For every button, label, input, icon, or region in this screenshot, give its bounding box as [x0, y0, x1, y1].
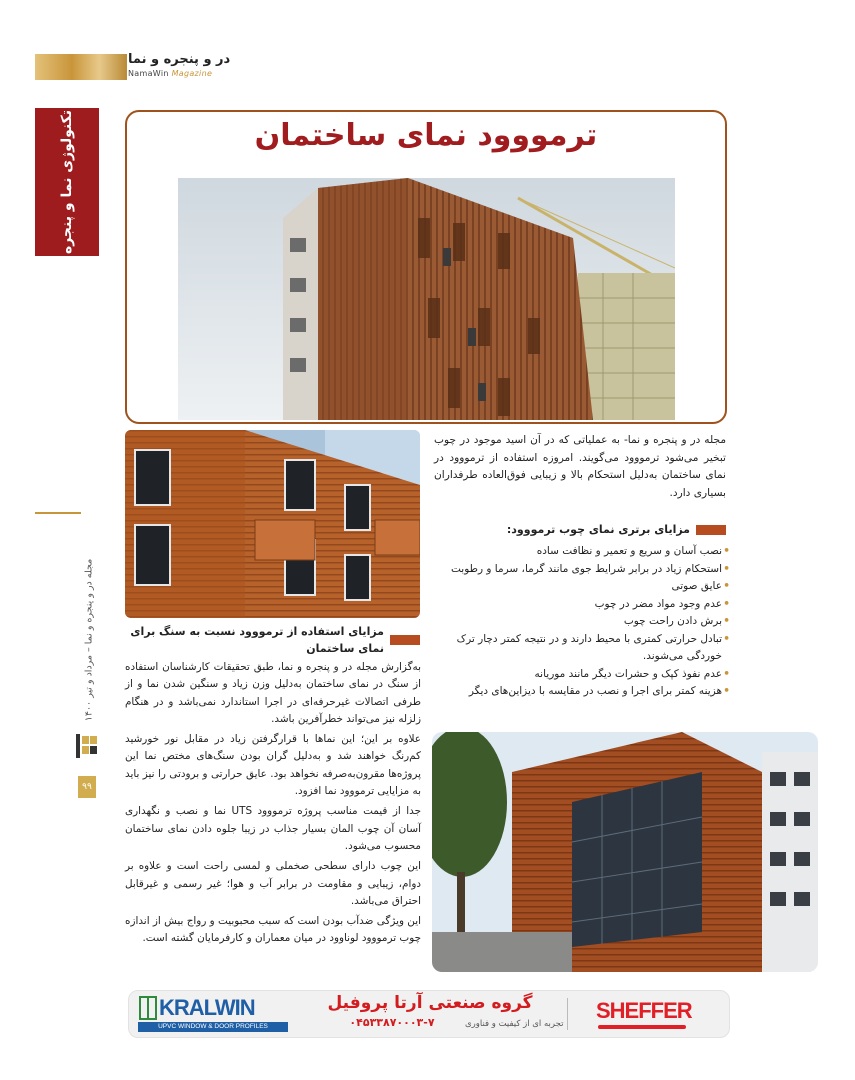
- margin-divider: [35, 512, 81, 514]
- section-marker: [390, 635, 420, 645]
- stone-section-body: [125, 659, 421, 951]
- kralwin-tagline: UPVC WINDOW & DOOR PROFILES: [138, 1022, 288, 1032]
- advantages-list: [434, 543, 730, 701]
- section-side-tab-label: تکنولوژی نما و پنجره: [59, 109, 75, 255]
- main-building-photo: [178, 178, 675, 420]
- header-gold-bar: [35, 54, 127, 80]
- sheffer-logo: SHEFFER: [596, 998, 692, 1023]
- wood-facade-photo: [125, 430, 420, 618]
- list-item: • عدم وجود مواد مضر در چوب: [434, 596, 730, 614]
- page-title: ترمووود نمای ساختمان: [254, 118, 598, 153]
- paragraph: علاوه بر این؛ این نماها با قرارگرفتن زیاد در مقابل نور خورشید کم‌رنگ خواهند شد و به‌دلیل گران بودن سنگ‌های مختص نما این پروژه‌ها مقرون‌به‌صرفه نخواهد بود. عایق حرارتی و برودتی را نیز باید به مزایایی ترمووود نما افزود.: [125, 733, 421, 798]
- sheffer-swoosh: [598, 1025, 686, 1029]
- list-item: • استحکام زیاد در برابر شرایط جوی مانند گرما، سرما و رطوبت: [434, 561, 730, 579]
- modern-building-photo: [432, 732, 818, 972]
- stone-heading: مزایای استفاده از ترمووود نسبت به سنگ برای نمای ساختمان: [130, 625, 384, 655]
- ad-company-name: گروه صنعتی آرتا پروفیل: [327, 993, 533, 1013]
- magazine-logo: در و پنجره و نما: [128, 52, 231, 67]
- paragraph: این ویژگی ضدآب بودن است که سبب محبوبیت و رواج بیش از اندازه چوب ترمووود لوناوود در میان معماران و کارفرمایان گشته است.: [125, 915, 421, 945]
- paragraph: به‌گزارش مجله در و پنجره و نما، طبق تحقیقات کارشناسان استفاده از سنگ در نمای ساختمان به‌دلیل وزن زیاد و سنگین شدن نما و از طرفی اتصالات غیرحرفه‌ای در اجرا استاندارد نمی‌باشد و در هنگام زلزله نیز می‌تواند خطرآفرین باشد.: [125, 661, 421, 725]
- logo-sub-magazine: Magazine: [171, 69, 213, 78]
- window-icon: [76, 732, 98, 760]
- list-item: • عدم نفوذ کپک و حشرات دیگر مانند موریانه: [434, 666, 730, 684]
- ad-divider: [567, 998, 568, 1030]
- issue-info: مجله در و پنجره و نما – مرداد و تیر ۱۴۰۰: [83, 558, 95, 722]
- intro-paragraph: مجله در و پنجره و نما- به عملیاتی که در آن اسید موجود در چوب تبخیر می‌شود ترمووود می‌گویند. امروزه استفاده از ترمووود در نمای ساختمان به‌دلیل استحکام بالا و زیبایی فوق‌العاده طرفداران بسیاری دارد.: [434, 434, 726, 500]
- kralwin-window-icon: [139, 996, 157, 1020]
- advantages-heading: مزایای برتری نمای چوب ترمووود:: [506, 523, 690, 536]
- logo-sub-name: NamaWin: [128, 69, 169, 78]
- ad-phone: ۰۴۵۳۳۸۷۰۰۰۳-۷: [349, 1016, 435, 1029]
- magazine-logo-subtitle: [128, 69, 212, 78]
- list-item: • نصب آسان و سریع و تعمیر و نظافت ساده: [434, 543, 730, 561]
- section-marker: [696, 525, 726, 535]
- kralwin-logo: KRALWIN: [159, 995, 255, 1020]
- page-number: ۹۹: [78, 776, 96, 798]
- stone-heading-row: [125, 623, 420, 657]
- list-item: • برش دادن راحت چوب: [434, 613, 730, 631]
- paragraph: این چوب دارای سطحی صخملی و لمسی راحت است و علاوه بر دوام، زیبایی و مقاومت در برابر آب و هوا؛ غیر رسمی و غیرقابل احتراق می‌باشد.: [125, 860, 421, 907]
- list-item: • تبادل حرارتی کمتری با محیط دارند و در نتیجه کمتر دچار ترک خوردگی می‌شوند.: [434, 631, 730, 666]
- ad-slogan: تجربه ای از کیفیت و فناوری: [465, 1019, 564, 1029]
- list-item: • هزینه کمتر برای اجرا و نصب در مقایسه با دیزاین‌های دیگر: [434, 683, 730, 701]
- advantages-heading-row: [434, 523, 726, 536]
- paragraph: جدا از قیمت مناسب پروژه ترمووود UTS نما و نصب و نگهداری آسان آن چوب المان بسیار جذاب در زیبا جلوه دادن نمای ساختمان محسوب می‌شود.: [125, 805, 421, 852]
- list-item: • عایق صوتی: [434, 578, 730, 596]
